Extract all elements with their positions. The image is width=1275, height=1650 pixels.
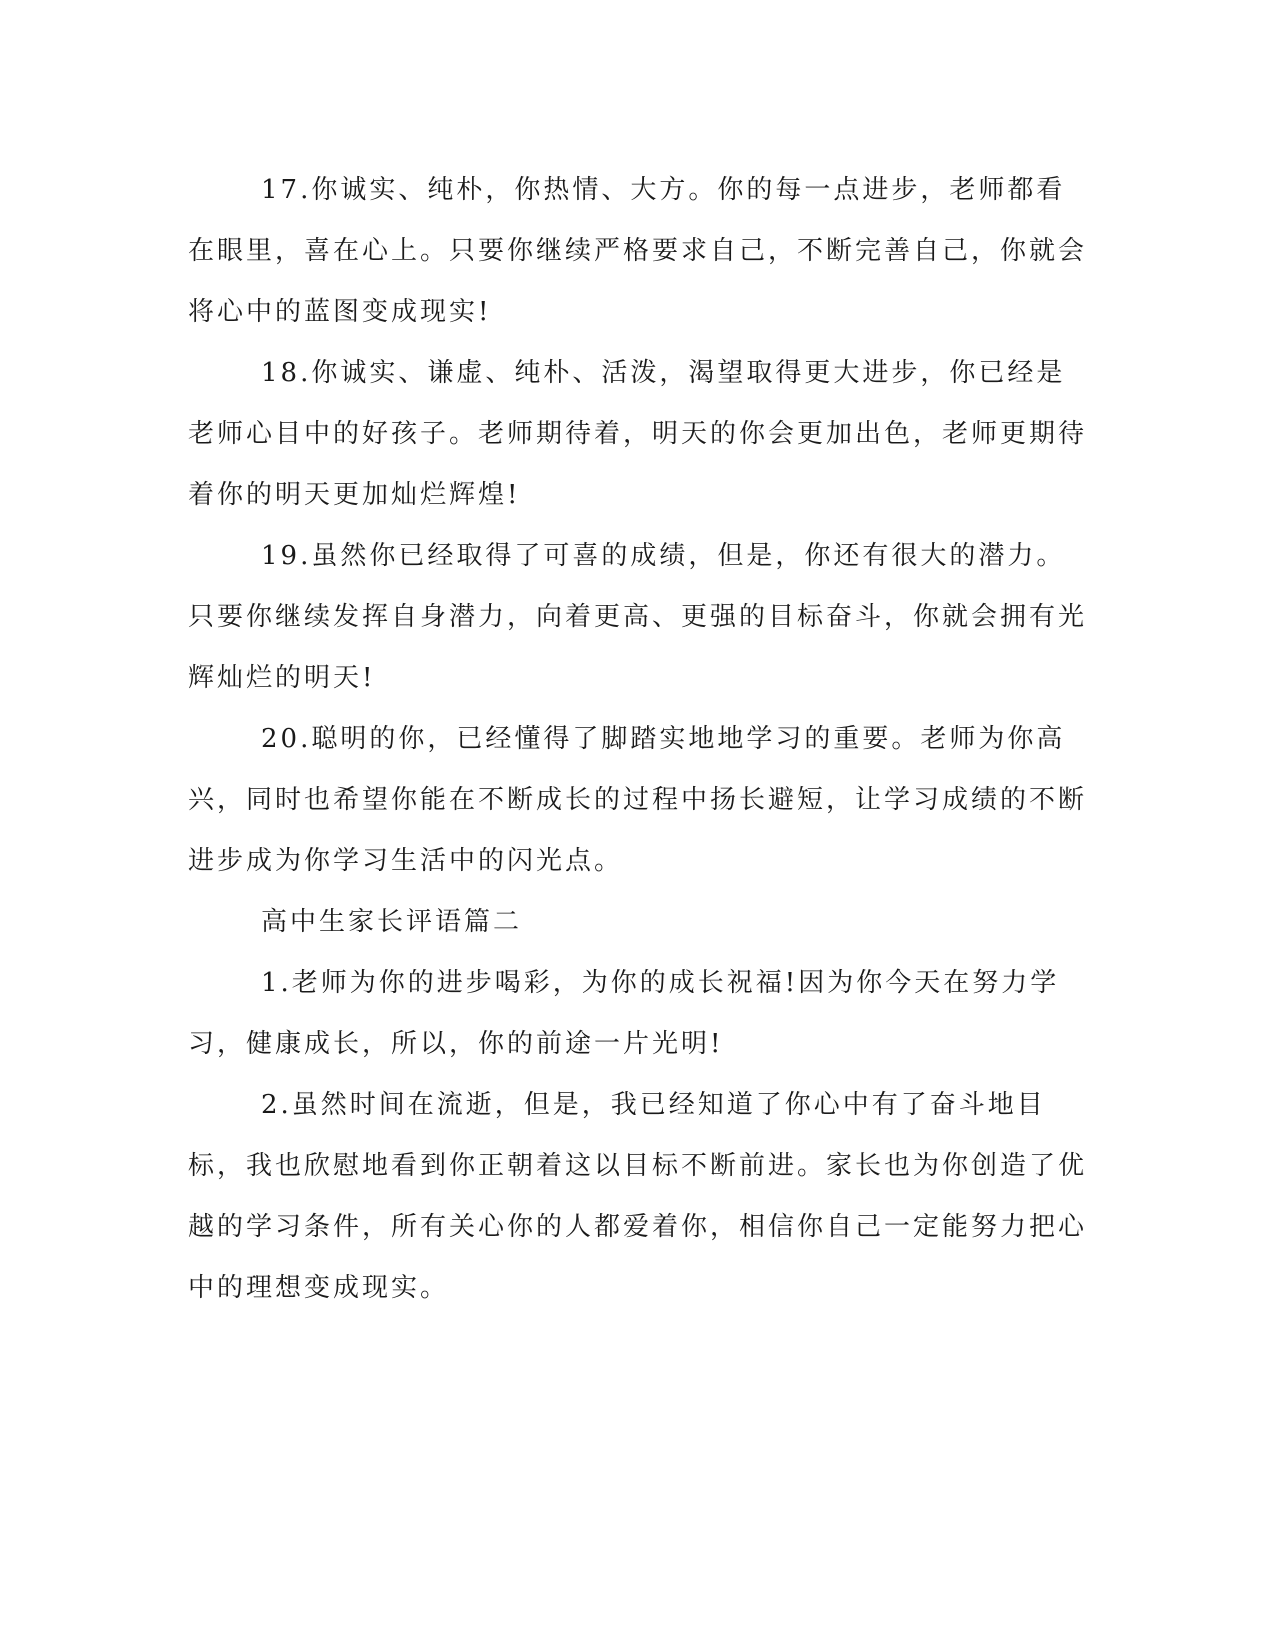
comment-paragraph-17: 17.你诚实、纯朴，你热情、大方。你的每一点进步，老师都看在眼里，喜在心上。只要你继续严格要求自己，不断完善自己，你就会将心中的蓝图变成现实! bbox=[188, 175, 1088, 327]
document-page bbox=[188, 160, 1088, 1319]
section-heading: 高中生家长评语篇二 bbox=[261, 907, 523, 937]
section-comment-paragraph-2: 2.虽然时间在流逝，但是，我已经知道了你心中有了奋斗地目标，我也欣慰地看到你正朝着这以目标不断前进。家长也为你创造了优越的学习条件，所有关心你的人都爱着你，相信你自己一定能努力把心中的理想变成现实。 bbox=[188, 1090, 1088, 1303]
comment-paragraph-19: 19.虽然你已经取得了可喜的成绩，但是，你还有很大的潜力。只要你继续发挥自身潜力，向着更高、更强的目标奋斗，你就会拥有光辉灿烂的明天! bbox=[188, 541, 1088, 693]
section-comment-paragraph-1: 1.老师为你的进步喝彩，为你的成长祝福!因为你今天在努力学习，健康成长，所以，你的前途一片光明! bbox=[188, 968, 1060, 1059]
comment-paragraph-20: 20.聪明的你，已经懂得了脚踏实地地学习的重要。老师为你高兴，同时也希望你能在不断成长的过程中扬长避短，让学习成绩的不断进步成为你学习生活中的闪光点。 bbox=[188, 724, 1088, 876]
comment-paragraph-18: 18.你诚实、谦虚、纯朴、活泼，渴望取得更大进步，你已经是老师心目中的好孩子。老师期待着，明天的你会更加出色，老师更期待着你的明天更加灿烂辉煌! bbox=[188, 358, 1088, 510]
